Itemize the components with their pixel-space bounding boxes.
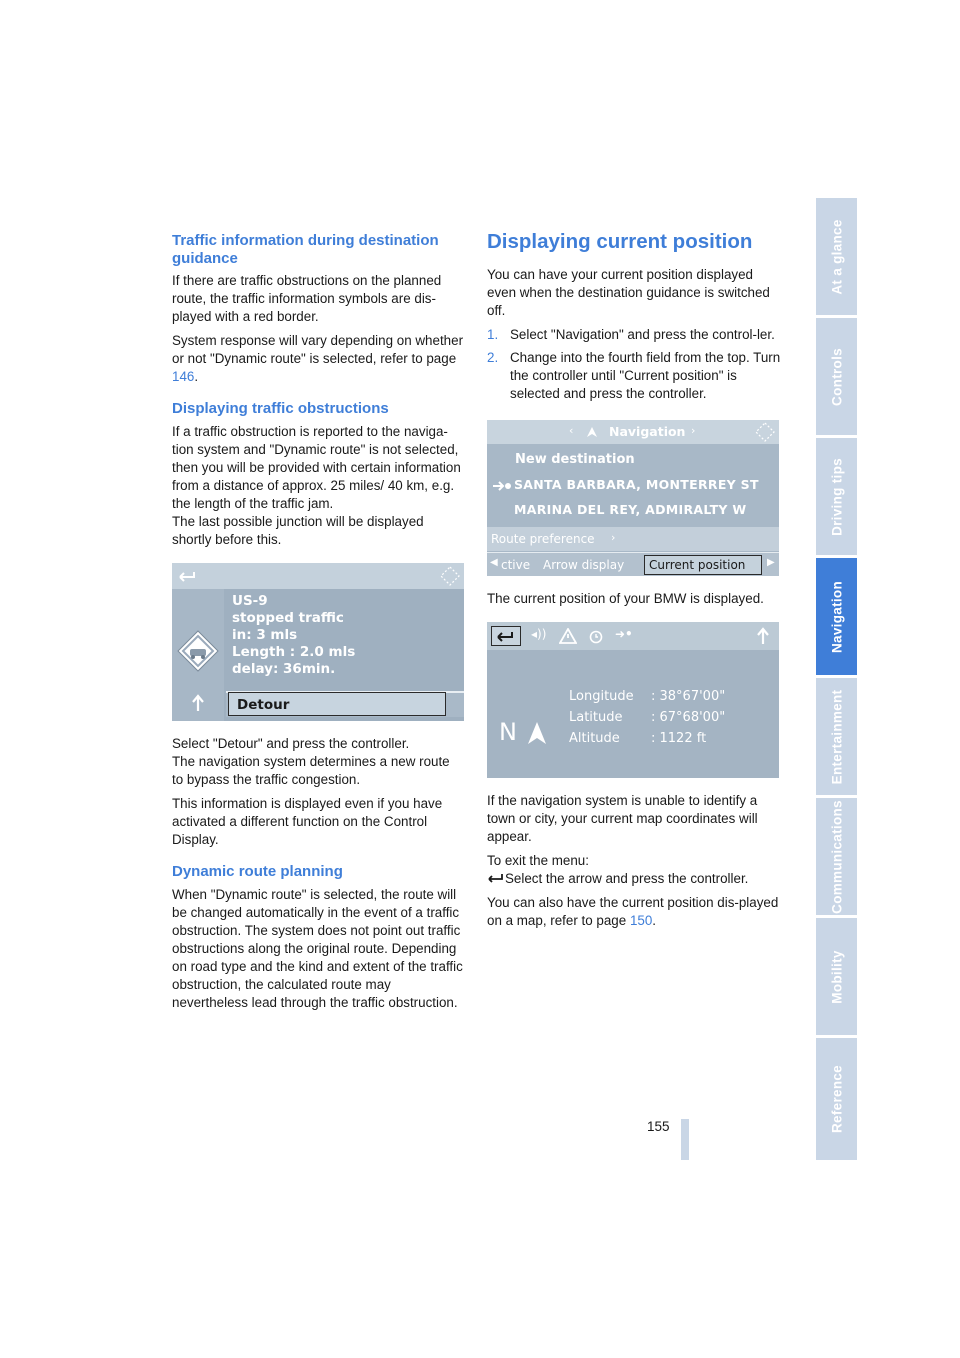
chevron-right-icon: › (611, 531, 616, 544)
coordinates-table (569, 686, 725, 749)
tab-left-arrow-icon[interactable]: ◀ (490, 557, 498, 568)
paragraph: System response will vary depending on whether or not "Dynamic route" is selected, refer to page 146. (172, 333, 464, 384)
up-arrow-icon (755, 626, 771, 646)
chevron-right-icon[interactable]: › (691, 424, 696, 437)
screen-header (487, 622, 779, 650)
tab-navigation[interactable]: Navigation (816, 558, 857, 675)
heading-traffic-info: Traffic information during destination guidance (172, 232, 439, 267)
screen-header (172, 563, 464, 589)
destination-arrow-icon (492, 480, 512, 492)
tab-mobility[interactable]: Mobility (816, 918, 857, 1035)
page-link-146[interactable]: 146 (172, 369, 195, 384)
traffic-jam-sign-icon (176, 629, 220, 673)
tab-driving-tips[interactable]: Driving tips (816, 438, 857, 555)
paragraph: Select "Detour" and press the controller. (172, 736, 410, 751)
tab-controls[interactable]: Controls (816, 318, 857, 435)
traffic-length: Length : 2.0 mls (232, 644, 356, 660)
tab-entertainment[interactable]: Entertainment (816, 678, 857, 795)
paragraph: You can also have the current position dis-played on a map, refer to page 150. (487, 895, 779, 928)
paragraph: If a traffic obstruction is reported to the naviga-tion system and "Dynamic route" is not selected, then you will be provided with certain information from a distance of approx. 25 miles/ 40 km, e.g. the length of the traffic jam. (172, 424, 461, 511)
tab-arrow-display[interactable]: Arrow display (543, 558, 625, 572)
navigation-icon (585, 425, 599, 439)
controller-icon (440, 566, 460, 586)
heading-current-position: Displaying current position (487, 230, 753, 253)
back-arrow-icon (487, 872, 505, 884)
traffic-delay: delay: 36min. (232, 661, 336, 677)
paragraph: To exit the menu: (487, 853, 589, 868)
menu-title: Navigation (609, 424, 686, 439)
caption: The current position of your BMW is displayed. (487, 591, 764, 606)
back-arrow-icon[interactable] (177, 568, 199, 584)
tab-row (487, 552, 779, 576)
alarm-clock-icon[interactable] (588, 628, 604, 644)
north-label: N (499, 718, 517, 746)
traffic-status: stopped traffic (232, 610, 344, 626)
back-arrow-icon[interactable] (495, 628, 517, 644)
navigation-menu-screen (487, 420, 779, 576)
heading-displaying-obstructions: Displaying traffic obstructions (172, 400, 389, 417)
coord-row-latitude: Latitude : 67°68'00" (569, 710, 726, 725)
screen-header (487, 420, 779, 444)
traffic-obstruction-screen (172, 563, 464, 721)
route-arrow-icon[interactable]: ➜• (615, 627, 633, 641)
paragraph: If there are traffic obstructions on the planned route, the traffic information symbols are dis-played with a red border. (172, 273, 442, 324)
menu-item-new-destination[interactable]: New destination (515, 452, 635, 467)
tab-reference[interactable]: Reference (816, 1038, 857, 1160)
menu-item-route-preference[interactable]: Route preference (491, 532, 595, 546)
chapter-tabs (816, 198, 857, 1160)
step-item: 1. Select "Navigation" and press the control-ler. (487, 327, 775, 342)
page-link-150[interactable]: 150 (629, 913, 653, 928)
right-column (487, 230, 782, 936)
detour-button[interactable]: Detour (228, 692, 446, 716)
coord-row-altitude: Altitude : 1122 ft (569, 731, 707, 746)
step-item: 2. Change into the fourth field from the top. Turn the controller until "Current position" is selected and press the controller. (487, 350, 781, 401)
chevron-left-icon[interactable]: ‹ (569, 424, 574, 437)
page-number: 155 (647, 1119, 670, 1134)
tab-active[interactable]: ctive (501, 558, 531, 572)
up-arrow-icon (190, 693, 206, 713)
road-name: US-9 (232, 593, 268, 609)
route-preference-row[interactable] (487, 527, 779, 551)
warning-icon[interactable] (559, 628, 577, 644)
heading-dynamic-route: Dynamic route planning (172, 863, 343, 880)
paragraph: When "Dynamic route" is selected, the route will be changed automatically in the event of a traffic obstruction. The system does not point out traffic obstructions along the original route. Depending on road type and the kind and extent of the traffic obstruction, the calculated route may nevertheless lead through the traffic obstruction. (172, 887, 463, 1010)
traffic-details (232, 593, 355, 678)
tab-at-a-glance[interactable]: At a glance (816, 198, 857, 315)
paragraph: Select the arrow and press the controller. (487, 870, 782, 888)
paragraph: If the navigation system is unable to identify a town or city, your current map coordinates will appear. (487, 793, 758, 844)
page-marker (681, 1119, 689, 1160)
menu-item-destination-2[interactable]: MARINA DEL REY, ADMIRALTY W (514, 502, 747, 517)
tab-right-arrow-icon[interactable]: ▶ (767, 557, 775, 568)
paragraph: The navigation system determines a new route to bypass the traffic congestion. (172, 754, 450, 787)
current-position-screen (487, 622, 779, 778)
broadcast-icon[interactable]: ◂)) (531, 627, 547, 641)
paragraph: You can have your current position displayed even when the destination guidance is switched off. (487, 267, 770, 318)
paragraph: This information is displayed even if you have activated a different function on the Control Display. (172, 796, 443, 847)
paragraph: The last possible junction will be displayed shortly before this. (172, 514, 424, 547)
tab-communications[interactable]: Communications (816, 798, 857, 915)
north-arrow-icon (527, 721, 547, 745)
steps-list (487, 326, 782, 403)
tab-current-position[interactable]: Current position (644, 555, 762, 575)
coord-row-longitude: Longitude : 38°67'00" (569, 689, 726, 704)
controller-icon (755, 422, 775, 442)
left-column (172, 232, 464, 1018)
menu-item-destination-1[interactable]: SANTA BARBARA, MONTERREY ST (514, 477, 759, 492)
traffic-distance: in: 3 mls (232, 627, 298, 643)
